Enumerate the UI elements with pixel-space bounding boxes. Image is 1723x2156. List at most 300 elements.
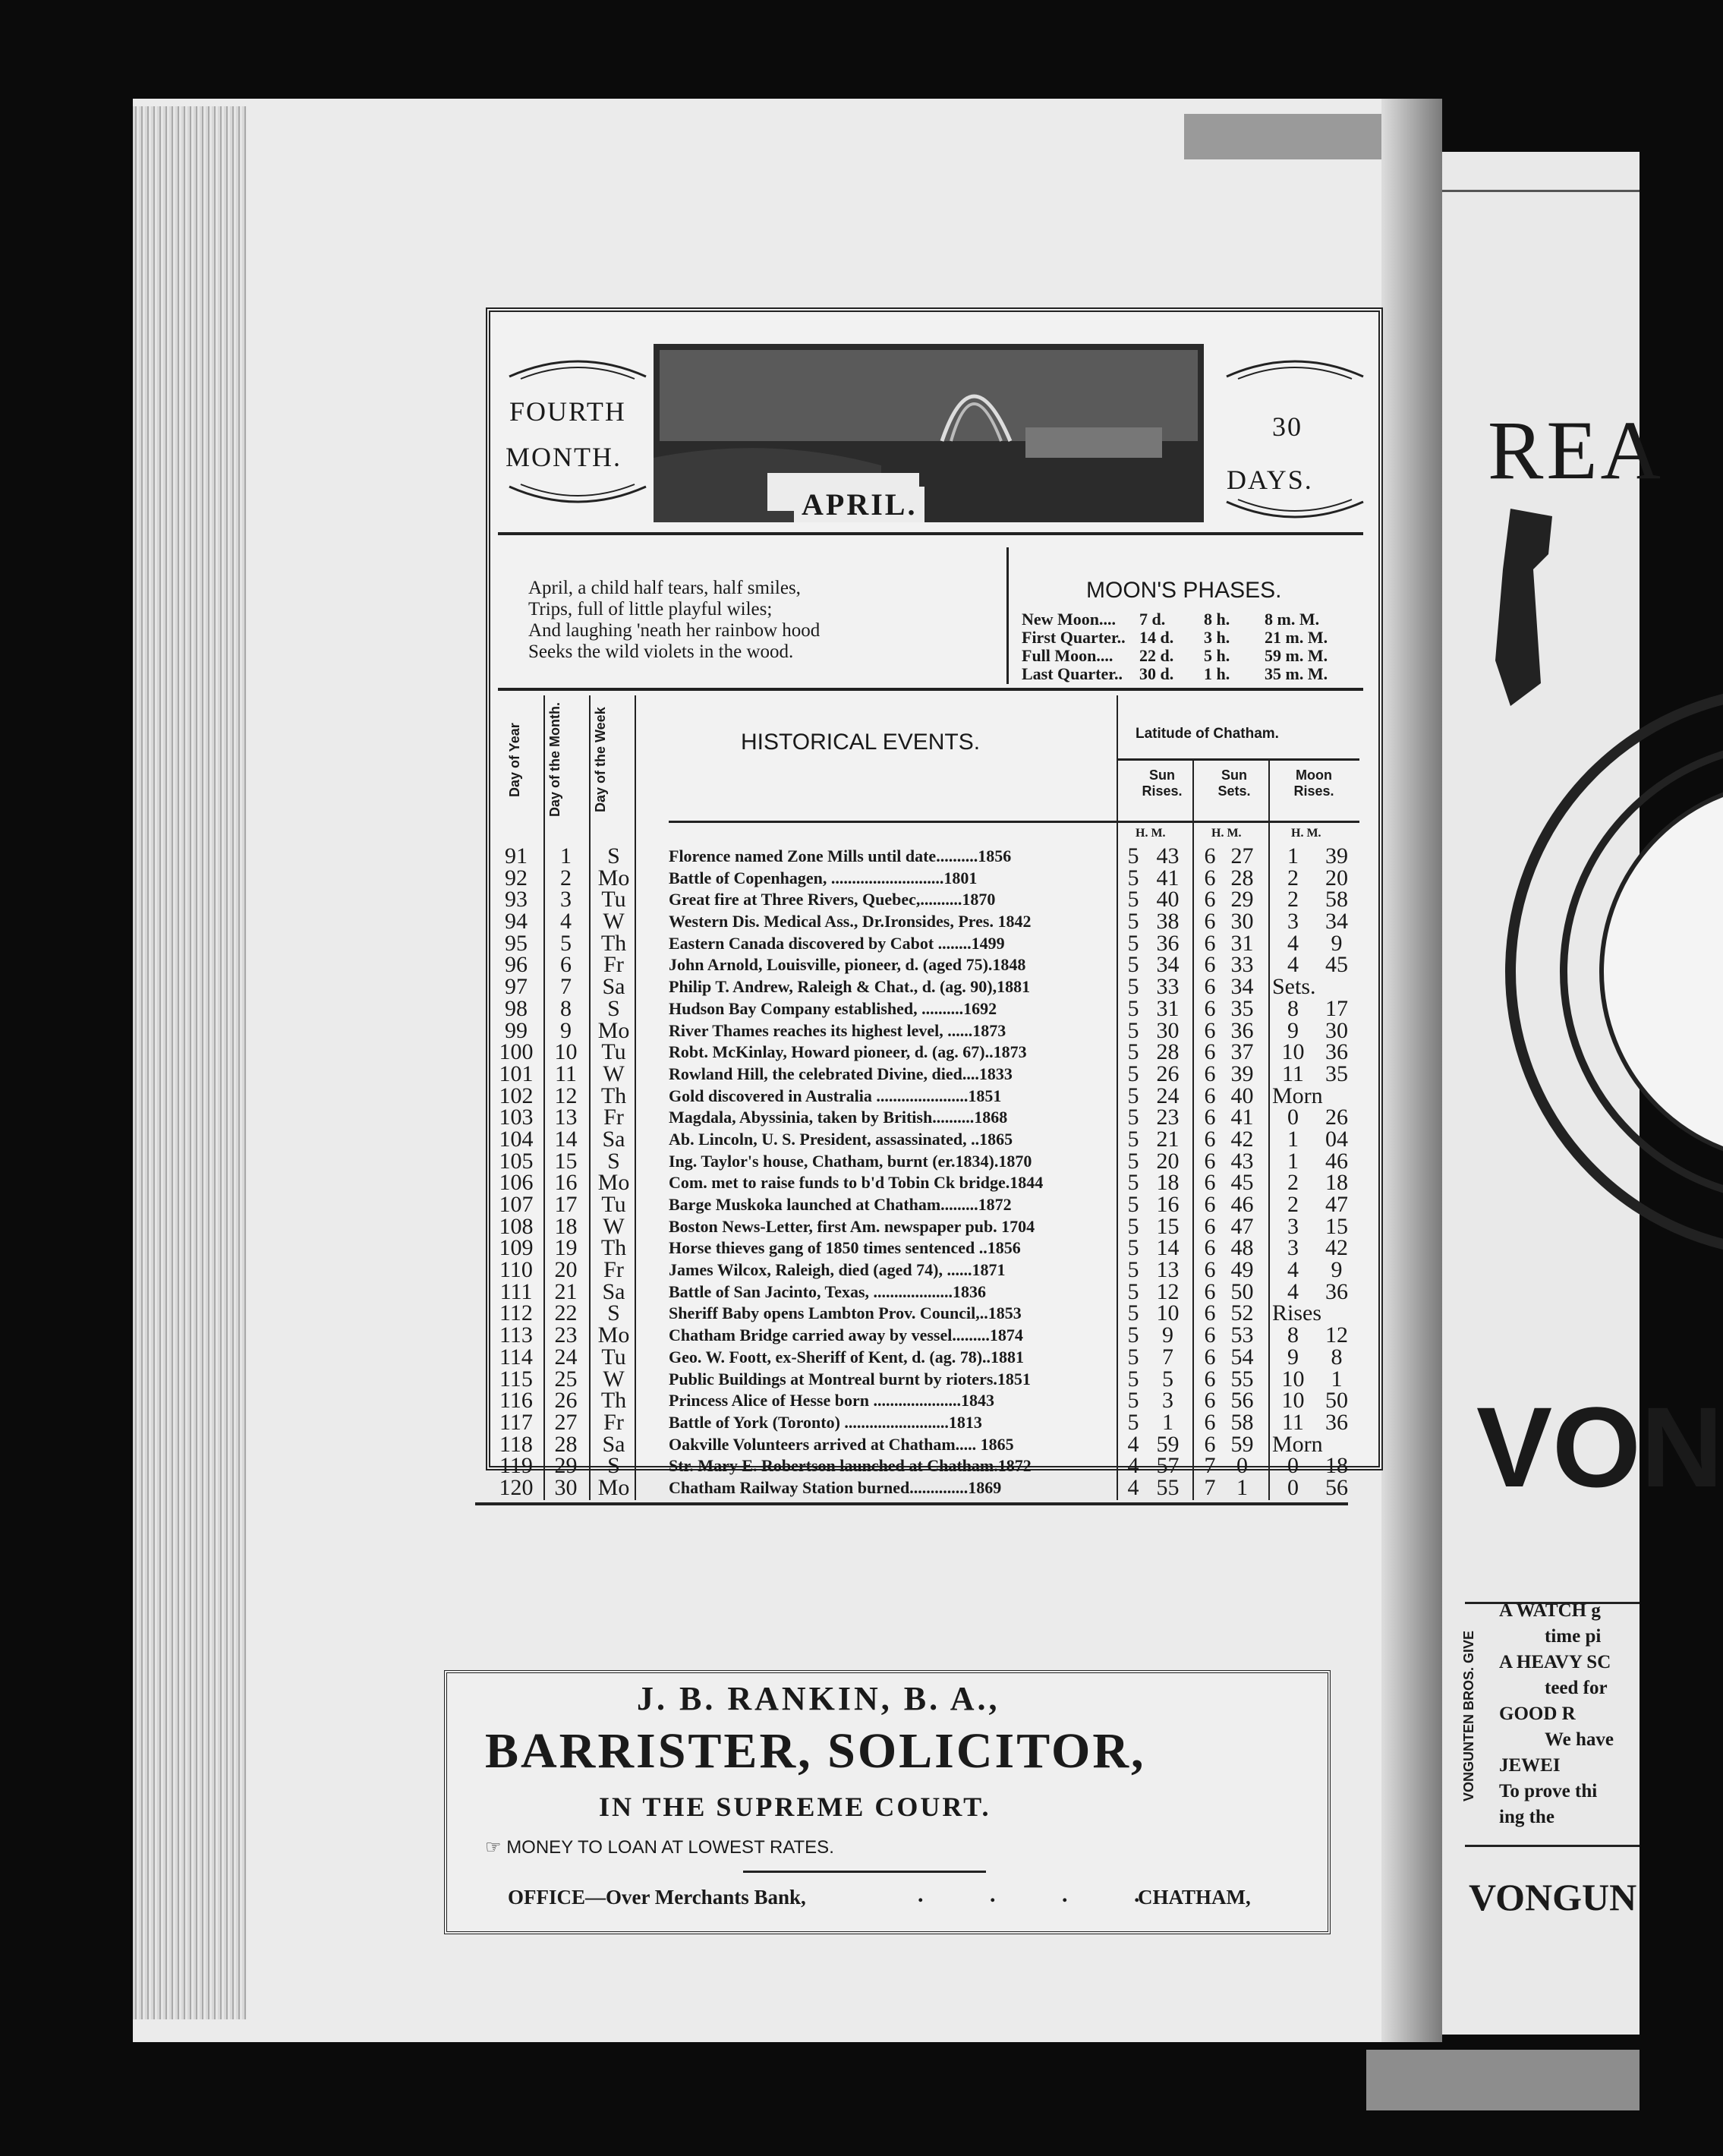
table-cell: 56 — [1230, 1388, 1254, 1414]
table-cell: 6 — [1204, 1409, 1216, 1435]
table-cell: 15 — [1325, 1213, 1348, 1239]
table-cell: S — [607, 995, 620, 1021]
table-cell: 6 — [1204, 930, 1216, 956]
table-cell: 8 — [1331, 1344, 1343, 1370]
hm-label: H. M. — [1211, 827, 1242, 840]
calendar-block — [486, 307, 1383, 1500]
table-cell: 40 — [1230, 1083, 1254, 1108]
table-cell: 2 — [1287, 887, 1299, 913]
event-cell: Chatham Railway Station burned..............1869 — [669, 1477, 1002, 1497]
table-cell: Sa — [602, 1431, 625, 1457]
table-cell: 21 — [1156, 1126, 1180, 1152]
table-cell: 5 — [1127, 1388, 1139, 1414]
table-cell: 8 — [560, 995, 572, 1021]
table-cell: 12 — [1325, 1322, 1348, 1348]
table-row — [490, 1105, 1378, 1130]
ad-name: J. B. RANKIN, B. A., — [637, 1680, 1000, 1717]
table-row — [490, 1409, 1378, 1435]
table-cell: 9 — [1287, 1344, 1299, 1370]
table-cell: Th — [600, 1388, 627, 1414]
moon-rule — [498, 688, 1363, 691]
table-cell: 16 — [554, 1170, 578, 1196]
table-cell: 4 — [1127, 1474, 1139, 1500]
table-cell: 6 — [1204, 1170, 1216, 1196]
table-cell: 97 — [505, 974, 528, 1000]
table-cell: 10 — [1281, 1388, 1305, 1414]
moon-phase-row — [1022, 665, 1363, 683]
table-cell: 5 — [1127, 1083, 1139, 1108]
table-cell: 6 — [1204, 1061, 1216, 1086]
right-ad-line: teed for — [1545, 1678, 1608, 1698]
moon-phase-cell: 14 d. — [1139, 628, 1174, 647]
moon-phase-cell: 1 h. — [1204, 664, 1230, 683]
table-cell: 41 — [1156, 865, 1180, 890]
table-cell: 94 — [505, 909, 528, 935]
moon-phase-cell: 30 d. — [1139, 664, 1174, 683]
table-cell: 1 — [1287, 1148, 1299, 1174]
event-cell: Barge Muskoka launched at Chatham.........1872 — [669, 1195, 1012, 1214]
table-cell: 4 — [1287, 1278, 1299, 1304]
ornament-right-bottom — [1223, 498, 1367, 528]
moon-phase-cell: 5 h. — [1204, 646, 1230, 665]
table-cell: 18 — [1156, 1170, 1180, 1196]
table-row — [490, 952, 1378, 978]
table-cell: 9 — [560, 1017, 572, 1043]
table-cell: 6 — [1204, 974, 1216, 1000]
table-cell: 5 — [1127, 1235, 1139, 1261]
table-cell: 6 — [1204, 1278, 1216, 1304]
events-title: HISTORICAL EVENTS. — [741, 730, 981, 755]
table-cell: 57 — [1156, 1453, 1180, 1479]
table-cell: 50 — [1325, 1388, 1348, 1414]
table-cell: 28 — [1230, 865, 1254, 890]
table-cell: Sa — [602, 1126, 625, 1152]
right-vongun-heading: VONGUN — [1469, 1876, 1637, 1918]
table-row — [490, 1148, 1378, 1174]
table-cell: Fr — [603, 952, 624, 978]
table-cell: 46 — [1230, 1192, 1254, 1217]
table-cell: Tu — [601, 1344, 626, 1370]
table-cell: Th — [600, 1083, 627, 1108]
table-cell: 1 — [560, 843, 572, 868]
event-cell: Western Dis. Medical Ass., Dr.Ironsides, Pres. 1842 — [669, 912, 1032, 931]
col-day-of-week: Day of the Week — [593, 707, 608, 813]
ad-money — [485, 1836, 834, 1858]
table-cell: 6 — [1204, 1126, 1216, 1152]
table-cell: 92 — [505, 865, 528, 890]
col-day-of-year: Day of Year — [507, 723, 522, 797]
table-cell: 36 — [1230, 1017, 1254, 1043]
landscape-engraving — [654, 344, 1204, 522]
poem-line: And laughing 'neath her rainbow hood — [528, 620, 821, 641]
table-cell: 4 — [1127, 1453, 1139, 1479]
binding-tab-bottom — [1366, 2050, 1640, 2110]
table-cell: 31 — [1156, 995, 1180, 1021]
moon-phases-table — [1022, 610, 1363, 683]
table-cell: 58 — [1325, 887, 1348, 913]
table-cell: 7 — [560, 974, 572, 1000]
event-cell: Str. Mary E. Robertson launched at Chatham.1872 — [669, 1456, 1032, 1476]
table-cell: 6 — [1204, 1235, 1216, 1261]
event-cell: Ing. Taylor's house, Chatham, burnt (er.1834).1870 — [669, 1151, 1032, 1171]
pointing-hand-icon: ☞ — [485, 1837, 507, 1858]
table-cell: 25 — [554, 1366, 578, 1392]
table-cell: Sa — [602, 1278, 625, 1304]
table-cell: 5 — [1127, 1278, 1139, 1304]
table-cell: 47 — [1230, 1213, 1254, 1239]
col-day-of-month: Day of the Month. — [547, 702, 562, 818]
table-cell: 6 — [1204, 1344, 1216, 1370]
table-cell: 43 — [1230, 1148, 1254, 1174]
month-label: MONTH. — [506, 442, 622, 472]
table-cell: 20 — [1325, 865, 1348, 890]
table-cell: Tu — [601, 1039, 626, 1065]
moon-phase-cell: Last Quarter.. — [1022, 664, 1123, 683]
table-cell: Mo — [597, 1474, 630, 1500]
table-cell: 21 — [554, 1278, 578, 1304]
table-cell: 33 — [1156, 974, 1180, 1000]
table-cell: 34 — [1156, 952, 1180, 978]
table-cell: 0 — [1287, 1453, 1299, 1479]
moon-phase-cell: Full Moon.... — [1022, 646, 1113, 665]
table-cell: 109 — [499, 1235, 534, 1261]
table-cell: 3 — [1287, 1213, 1299, 1239]
table-cell: 42 — [1230, 1126, 1254, 1152]
moon-phase-cell: 21 m. M. — [1265, 628, 1328, 647]
sun-sets-header: Sun Sets. — [1217, 768, 1251, 799]
table-cell: 110 — [499, 1257, 533, 1283]
table-cell: 1 — [1236, 1474, 1248, 1500]
table-cell: 100 — [499, 1039, 534, 1065]
table-cell: 5 — [1127, 1366, 1139, 1392]
moon-phase-cell: First Quarter.. — [1022, 628, 1126, 647]
ad-court: IN THE SUPREME COURT. — [599, 1792, 991, 1822]
table-cell: 30 — [1325, 1017, 1348, 1043]
table-cell: 107 — [499, 1192, 534, 1217]
table-cell: 2 — [560, 865, 572, 890]
table-cell: Mo — [597, 1322, 630, 1348]
table-cell: Fr — [603, 1105, 624, 1130]
event-cell: Oakville Volunteers arrived at Chatham..... 1865 — [669, 1434, 1014, 1454]
table-cell: 5 — [1127, 1344, 1139, 1370]
right-von-heading: VON — [1476, 1383, 1723, 1511]
table-cell: 5 — [1127, 1039, 1139, 1065]
table-cell: 6 — [1204, 952, 1216, 978]
poem-line: Seeks the wild violets in the wood. — [528, 641, 794, 662]
table-cell: 3 — [1287, 1235, 1299, 1261]
event-cell: Com. met to raise funds to b'd Tobin Ck bridge.1844 — [669, 1173, 1044, 1193]
table-cell: 108 — [499, 1213, 534, 1239]
table-cell: 39 — [1325, 843, 1348, 868]
table-cell: 55 — [1156, 1474, 1180, 1500]
event-cell: Hudson Bay Company established, ..........1692 — [669, 998, 997, 1018]
table-row — [490, 1192, 1378, 1217]
table-cell: 43 — [1156, 843, 1180, 868]
table-cell: W — [603, 1366, 625, 1392]
table-cell: 33 — [1230, 952, 1254, 978]
table-cell: 27 — [1230, 843, 1254, 868]
table-cell: 37 — [1230, 1039, 1254, 1065]
moon-phase-cell: 8 m. M. — [1265, 610, 1320, 629]
table-row — [490, 1431, 1378, 1457]
page-edges — [133, 106, 247, 2019]
table-cell: 38 — [1156, 909, 1180, 935]
table-cell: 17 — [1325, 995, 1348, 1021]
moon-rises-header: Moon Rises. — [1293, 768, 1334, 799]
table-cell: Mo — [597, 865, 630, 890]
table-cell: 5 — [1127, 1257, 1139, 1283]
table-cell: Fr — [603, 1257, 624, 1283]
table-cell: 55 — [1230, 1366, 1254, 1392]
table-cell: 18 — [554, 1213, 578, 1239]
poem — [528, 578, 820, 663]
event-cell: Gold discovered in Australia ......................1851 — [669, 1086, 1002, 1105]
table-cell: 5 — [1127, 1105, 1139, 1130]
table-cell: Mo — [597, 1170, 630, 1196]
table-cell: 5 — [1127, 843, 1139, 868]
table-row — [490, 1474, 1378, 1500]
table-cell: 1 — [1287, 843, 1299, 868]
table-row — [490, 1257, 1378, 1283]
table-cell: 8 — [1287, 1322, 1299, 1348]
table-cell: 6 — [1204, 1105, 1216, 1130]
event-cell: Rowland Hill, the celebrated Divine, died....1833 — [669, 1064, 1013, 1083]
table-cell: 42 — [1325, 1235, 1348, 1261]
table-cell: 7 — [1204, 1453, 1216, 1479]
table-cell: 5 — [1127, 1300, 1139, 1326]
moon-phases-title: MOON'S PHASES. — [1086, 578, 1282, 603]
fourth-label: FOURTH — [509, 396, 626, 427]
header-rule — [498, 532, 1363, 535]
right-ad-line: JEWEI — [1499, 1755, 1561, 1776]
table-cell: 46 — [1325, 1148, 1348, 1174]
table-cell: 6 — [1204, 1257, 1216, 1283]
table-cell: 26 — [1325, 1105, 1348, 1130]
moon-phase-cell: New Moon.... — [1022, 610, 1117, 629]
table-cell: 59 — [1230, 1431, 1254, 1457]
table-cell: 91 — [505, 843, 528, 868]
table-cell: 5 — [1127, 1126, 1139, 1152]
table-cell: 1 — [1331, 1366, 1343, 1392]
table-row — [490, 1300, 1378, 1326]
table-cell: 36 — [1156, 930, 1180, 956]
event-cell: Chatham Bridge carried away by vessel.........1874 — [669, 1325, 1023, 1345]
moon-phase-cell: 35 m. M. — [1265, 664, 1328, 683]
moon-phase-cell: 3 h. — [1204, 628, 1230, 647]
table-cell: W — [603, 909, 625, 935]
table-cell: 22 — [554, 1300, 578, 1326]
table-cell: 5 — [1127, 930, 1139, 956]
table-cell: 12 — [1156, 1278, 1180, 1304]
table-cell: 6 — [1204, 1083, 1216, 1108]
table-cell: 40 — [1156, 887, 1180, 913]
table-cell: 10 — [1281, 1366, 1305, 1392]
events-table-body — [490, 843, 1378, 1500]
table-cell: 10 — [1281, 1039, 1305, 1065]
table-cell: 5 — [1127, 1213, 1139, 1239]
table-cell: 52 — [1230, 1300, 1254, 1326]
table-cell: Mo — [597, 1017, 630, 1043]
table-cell: 6 — [1204, 1366, 1216, 1392]
table-cell: 20 — [554, 1257, 578, 1283]
table-cell: 16 — [1156, 1192, 1180, 1217]
latitude-title: Latitude of Chatham. — [1136, 726, 1279, 742]
table-cell: 9 — [1331, 930, 1343, 956]
table-row — [490, 930, 1378, 956]
table-cell: 29 — [1230, 887, 1254, 913]
table-cell: 9 — [1287, 1017, 1299, 1043]
table-row — [490, 974, 1378, 1000]
table-row — [490, 1322, 1378, 1348]
table-row — [490, 1213, 1378, 1239]
table-cell: 30 — [554, 1474, 578, 1500]
table-cell: 98 — [505, 995, 528, 1021]
table-row — [490, 1039, 1378, 1065]
latitude-rule — [1117, 758, 1359, 761]
table-cell: 56 — [1325, 1474, 1348, 1500]
table-cell: Tu — [601, 1192, 626, 1217]
right-rea-heading: REA — [1488, 404, 1664, 496]
table-cell: 41 — [1230, 1105, 1254, 1130]
table-cell: 14 — [1156, 1235, 1180, 1261]
table-cell: W — [603, 1061, 625, 1086]
event-cell: Geo. W. Foott, ex-Sheriff of Kent, d. (ag. 78)..1881 — [669, 1347, 1025, 1366]
days-label: DAYS. — [1227, 465, 1313, 495]
table-cell: 30 — [1156, 1017, 1180, 1043]
table-cell: 7 — [1204, 1474, 1216, 1500]
table-cell: 36 — [1325, 1409, 1348, 1435]
table-cell: 105 — [499, 1148, 534, 1174]
event-cell: Horse thieves gang of 1850 times sentenced ..1856 — [669, 1238, 1021, 1258]
ad-dots: . . . . — [918, 1882, 1170, 1907]
moon-phase-cell: 8 h. — [1204, 610, 1230, 629]
table-cell: 6 — [1204, 1431, 1216, 1457]
table-cell: 112 — [499, 1300, 533, 1326]
event-cell: Magdala, Abyssinia, taken by British..........1868 — [669, 1108, 1008, 1127]
table-cell: 6 — [1204, 909, 1216, 935]
table-cell: 2 — [1287, 865, 1299, 890]
table-cell: 14 — [554, 1126, 578, 1152]
moon-phase-row — [1022, 610, 1363, 629]
table-row — [490, 1388, 1378, 1414]
table-cell: 111 — [499, 1278, 533, 1304]
table-cell: Sa — [602, 974, 625, 1000]
table-header-rule — [669, 821, 1359, 823]
moon-phase-cell: 59 m. M. — [1265, 646, 1328, 665]
right-page-rule — [1442, 190, 1640, 192]
table-cell: 5 — [1127, 865, 1139, 890]
table-cell: 34 — [1230, 974, 1254, 1000]
table-cell: 115 — [499, 1366, 533, 1392]
table-row — [490, 1083, 1378, 1108]
table-cell: Rises — [1272, 1300, 1322, 1326]
ornament-left-top — [506, 350, 650, 380]
table-cell: 0 — [1287, 1105, 1299, 1130]
table-cell: 6 — [1204, 887, 1216, 913]
table-cell: 119 — [499, 1453, 533, 1479]
right-ad-line: GOOD R — [1499, 1704, 1576, 1724]
table-cell: S — [607, 843, 620, 868]
hm-label: H. M. — [1291, 827, 1321, 840]
table-row — [490, 1170, 1378, 1196]
event-cell: Great fire at Three Rivers, Quebec,..........1870 — [669, 890, 996, 909]
table-cell: 6 — [1204, 1017, 1216, 1043]
table-row — [490, 865, 1378, 890]
ad-office: OFFICE—Over Merchants Bank, — [508, 1886, 806, 1909]
table-cell: 6 — [1204, 995, 1216, 1021]
event-cell: Battle of York (Toronto) .........................1813 — [669, 1412, 982, 1432]
table-cell: 6 — [1204, 1192, 1216, 1217]
table-cell: 15 — [554, 1148, 578, 1174]
table-cell: 9 — [1331, 1257, 1343, 1283]
table-cell: 5 — [1127, 1409, 1139, 1435]
days-number: 30 — [1272, 411, 1302, 442]
table-cell: 1 — [1162, 1409, 1173, 1435]
table-row — [490, 1344, 1378, 1370]
table-cell: 50 — [1230, 1278, 1254, 1304]
table-cell: 0 — [1287, 1474, 1299, 1500]
table-row — [490, 1235, 1378, 1261]
table-cell: 54 — [1230, 1344, 1254, 1370]
table-cell: 5 — [1127, 909, 1139, 935]
table-cell: 47 — [1325, 1192, 1348, 1217]
event-cell: Boston News-Letter, first Am. newspaper pub. 1704 — [669, 1216, 1035, 1236]
event-cell: Princess Alice of Hesse born .....................1843 — [669, 1391, 994, 1411]
table-cell: 15 — [1156, 1213, 1180, 1239]
table-row — [490, 843, 1378, 868]
sun-rises-header: Sun Rises. — [1142, 768, 1183, 799]
table-cell: 5 — [1127, 1017, 1139, 1043]
table-cell: 7 — [1162, 1344, 1173, 1370]
event-cell: Battle of Copenhagen, ...........................1801 — [669, 868, 978, 887]
right-ad-line: A HEAVY SC — [1499, 1652, 1611, 1672]
table-cell: 11 — [555, 1061, 577, 1086]
table-cell: 0 — [1236, 1453, 1248, 1479]
table-cell: 8 — [1287, 995, 1299, 1021]
table-cell: 4 — [1127, 1431, 1139, 1457]
table-cell: 31 — [1230, 930, 1254, 956]
poem-line: Trips, full of little playful wiles; — [528, 599, 773, 619]
event-cell: Ab. Lincoln, U. S. President, assassinated, ..1865 — [669, 1129, 1013, 1149]
table-cell: 24 — [1156, 1083, 1180, 1108]
hm-label: H. M. — [1136, 827, 1166, 840]
table-cell: 49 — [1230, 1257, 1254, 1283]
table-cell: 117 — [499, 1409, 533, 1435]
table-cell: Sets. — [1272, 974, 1316, 1000]
table-cell: 96 — [505, 952, 528, 978]
event-cell: Philip T. Andrew, Raleigh & Chat., d. (ag. 90),1881 — [669, 977, 1031, 997]
table-cell: 3 — [1287, 909, 1299, 935]
table-row — [490, 1366, 1378, 1392]
table-cell: 26 — [554, 1388, 578, 1414]
table-cell: 5 — [1127, 1061, 1139, 1086]
table-cell: 34 — [1325, 909, 1348, 935]
event-cell: John Arnold, Louisville, pioneer, d. (aged 75).1848 — [669, 955, 1026, 975]
table-cell: 2 — [1287, 1170, 1299, 1196]
table-row — [490, 1453, 1378, 1479]
table-cell: S — [607, 1453, 620, 1479]
table-cell: 1 — [1287, 1126, 1299, 1152]
watch-dial-icon — [1503, 683, 1640, 1260]
ad-money-text: MONEY TO LOAN AT LOWEST RATES. — [506, 1837, 834, 1858]
table-cell: 2 — [1287, 1192, 1299, 1217]
table-cell: 3 — [560, 887, 572, 913]
table-row — [490, 1061, 1378, 1086]
table-cell: 45 — [1230, 1170, 1254, 1196]
table-cell: 35 — [1325, 1061, 1348, 1086]
table-cell: 10 — [1156, 1300, 1180, 1326]
moon-phase-cell: 7 d. — [1139, 610, 1166, 629]
